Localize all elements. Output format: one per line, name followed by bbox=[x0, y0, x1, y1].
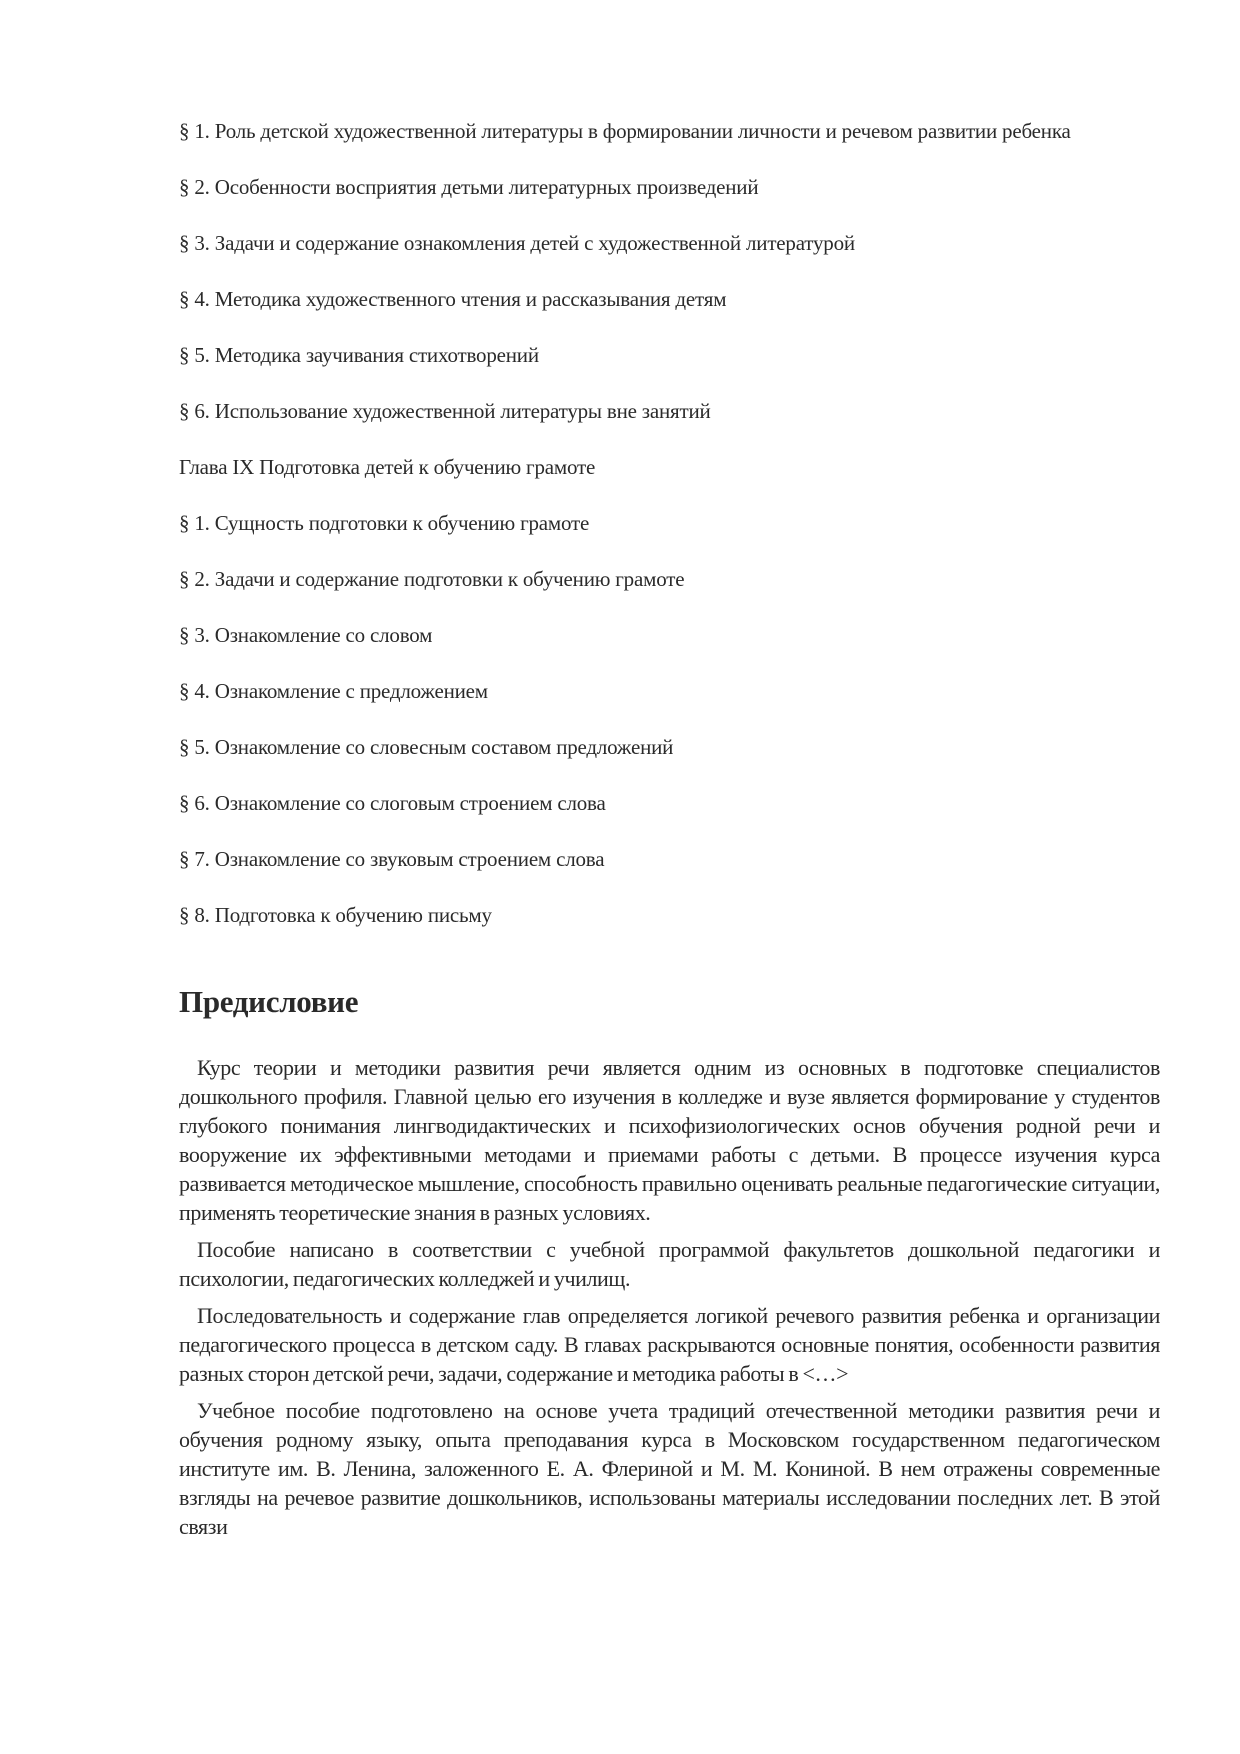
toc-item: § 3. Ознакомление со словом bbox=[179, 623, 433, 647]
paragraph: Пособие написано в соответствии с учебной программой факультетов дошкольной педагогики и психологии, педагогических колледжей и училищ. bbox=[179, 1237, 1160, 1291]
paragraph: Курс теории и методики развития речи является одним из основных в подготовке специалистов дошкольного профиля. Главной целью его изучения в колледже и вузе является формирование у студентов глубокого понимания лингводидактических и психофизиологических основ обучения родной речи и вооружение их эффективными методами и приемами работы с детьми. В процессе изучения курса развивается методическое мышление, способность правильно оценивать реальные педагогические ситуации, применять теоретические знания в разных условиях. bbox=[179, 1055, 1160, 1225]
toc-item: § 1. Сущность подготовки к обучению грамоте bbox=[179, 511, 590, 535]
preface-body bbox=[179, 1053, 1160, 1549]
section-heading: Предисловие bbox=[179, 984, 359, 1019]
toc-item: § 7. Ознакомление со звуковым строением слова bbox=[179, 847, 605, 871]
toc-item: § 2. Задачи и содержание подготовки к обучению грамоте bbox=[179, 567, 685, 591]
toc-item: § 6. Ознакомление со слоговым строением слова bbox=[179, 791, 606, 815]
paragraph: Последовательность и содержание глав определяется логикой речевого развития ребенка и организации педагогического процесса в детском саду. В главах раскрываются основные понятия, особенности развития разных сторон детской речи, задачи, содержание и методика работы в <…> bbox=[179, 1303, 1160, 1386]
toc-item: § 3. Задачи и содержание ознакомления детей с художественной литературой bbox=[179, 231, 855, 255]
toc-item: § 4. Ознакомление с предложением bbox=[179, 679, 488, 703]
toc-item: § 5. Ознакомление со словесным составом предложений bbox=[179, 735, 674, 759]
toc-chapter: Глава IX Подготовка детей к обучению грамоте bbox=[179, 455, 596, 479]
paragraph: Учебное пособие подготовлено на основе учета традиций отечественной методики развития речи и обучения родному языку, опыта преподавания курса в Московском государственном педагогическом институте им. В. Ленина, заложенного Е. А. Флериной и М. М. Кониной. В нем отражены современные взгляды на речевое развитие дошкольников, использованы материалы исследовании последних лет. В этой связи bbox=[179, 1398, 1160, 1539]
toc-item: § 2. Особенности восприятия детьми литературных произведений bbox=[179, 175, 759, 199]
toc-item: § 4. Методика художественного чтения и рассказывания детям bbox=[179, 287, 727, 311]
toc-item: § 6. Использование художественной литературы вне занятий bbox=[179, 399, 711, 423]
toc-item: § 1. Роль детской художественной литературы в формировании личности и речевом развитии ребенка bbox=[179, 119, 1071, 143]
toc-item: § 8. Подготовка к обучению письму bbox=[179, 903, 492, 927]
table-of-contents bbox=[179, 118, 1159, 958]
toc-item: § 5. Методика заучивания стихотворений bbox=[179, 343, 539, 367]
